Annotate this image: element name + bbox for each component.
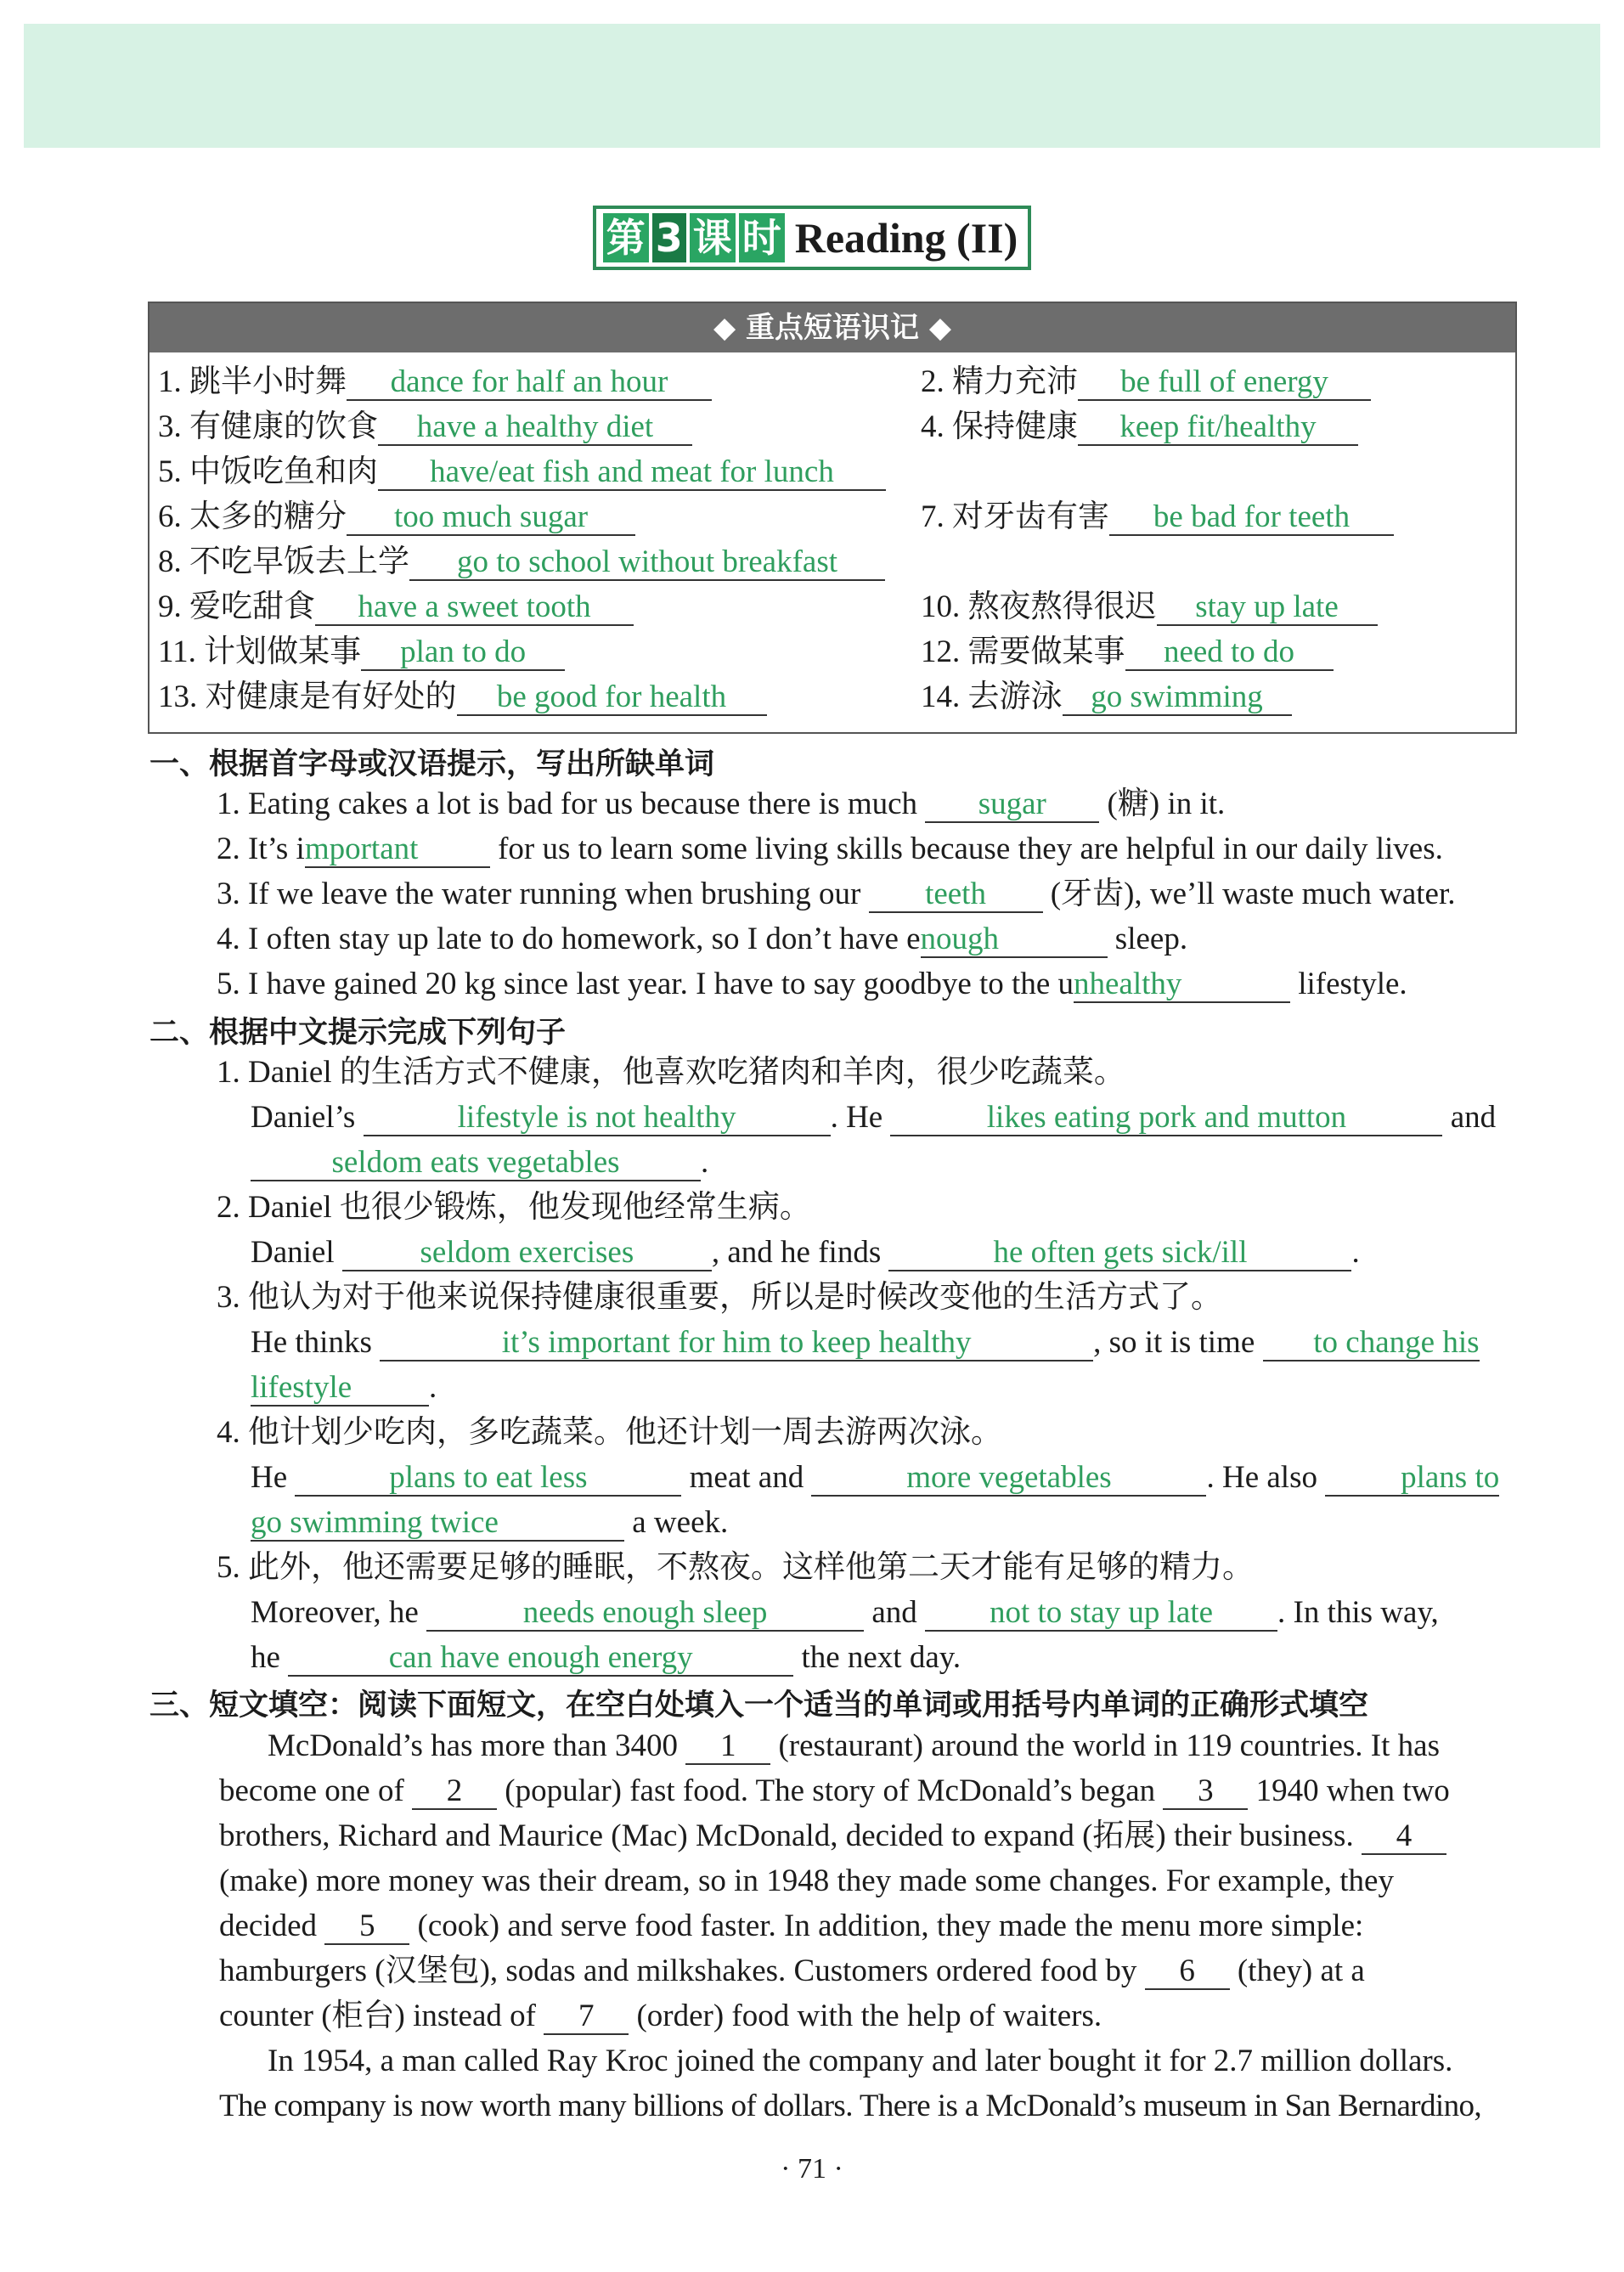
phrase-item: 9. 爱吃甜食 have a sweet tooth: [158, 588, 634, 627]
answer-line: lifestyle .: [251, 1370, 437, 1405]
phrase-item: 4. 保持健康 keep fit/healthy: [921, 408, 1358, 447]
title-char: 时: [739, 213, 785, 262]
blank-number: 5: [324, 1909, 409, 1945]
answer-blank: likes eating pork and mutton: [890, 1101, 1442, 1136]
section-1-heading: 一、根据首字母或汉语提示，写出所缺单词: [149, 747, 715, 781]
answer-blank: lifestyle is not healthy: [364, 1101, 831, 1136]
phrase-item: 2. 精力充沛 be full of energy: [921, 363, 1371, 402]
question-chinese: 5. 此外，他还需要足够的睡眠，不熬夜。这样他第二天才能有足够的精力。: [217, 1550, 1254, 1585]
answer-line: He thinks it’s important for him to keep healthy , so it is time to change his: [251, 1325, 1480, 1360]
phrase-item: 1. 跳半小时舞 dance for half an hour: [158, 363, 712, 402]
answer-blank: go swimming twice: [251, 1506, 624, 1542]
lesson-title: [0, 206, 1624, 270]
answer-blank: plans to eat less: [295, 1461, 681, 1497]
answer-blank: nhealthy: [1074, 967, 1290, 1003]
phrase-item: 7. 对牙齿有害 be bad for teeth: [921, 498, 1394, 537]
question-chinese: 1. Daniel 的生活方式不健康，他喜欢吃猪肉和羊肉，很少吃蔬菜。: [217, 1055, 1125, 1090]
answer-line: seldom eats vegetables .: [251, 1143, 708, 1182]
passage-line: McDonald’s has more than 3400 1 (restaurant) around the world in 119 countries. It has: [268, 1728, 1440, 1763]
question-chinese: 4. 他计划少吃肉，多吃蔬菜。他还计划一周去游两次泳。: [217, 1415, 1002, 1450]
answer-blank: too much sugar: [347, 500, 635, 536]
phrase-item: 5. 中饭吃鱼和肉 have/eat fish and meat for lunch: [158, 453, 886, 492]
answer-line: Daniel seldom exercises , and he finds he often gets sick/ill .: [251, 1235, 1360, 1270]
phrase-item: 3. 有健康的饮食 have a healthy diet: [158, 408, 692, 447]
question-chinese: 2. Daniel 也很少锻炼，他发现他经常生病。: [217, 1190, 811, 1225]
answer-blank: have a sweet tooth: [315, 590, 634, 626]
answer-line: he can have enough energy the next day.: [251, 1640, 961, 1675]
title-char: 课: [690, 213, 736, 262]
answer-blank: plan to do: [361, 635, 565, 671]
answer-blank: have/eat fish and meat for lunch: [378, 455, 886, 491]
passage-line: counter (柜台) instead of 7 (order) food with the help of waiters.: [219, 1999, 1102, 2033]
blank-number: 4: [1362, 1819, 1446, 1855]
exercise-item: 5. I have gained 20 kg since last year. I have to say goodbye to the unhealthy lifestyle.: [217, 967, 1407, 1001]
title-char: 3: [652, 213, 686, 262]
question-chinese: 3. 他认为对于他来说保持健康很重要，所以是时候改变他的生活方式了。: [217, 1280, 1222, 1315]
exercise-item: 3. If we leave the water running when brushing our teeth (牙齿), we’ll waste much water.: [217, 877, 1456, 911]
answer-blank: mportant: [305, 832, 490, 868]
answer-blank: it’s important for him to keep healthy: [380, 1326, 1093, 1362]
blank-number: 1: [685, 1729, 770, 1765]
answer-blank: not to stay up late: [925, 1596, 1277, 1632]
phrase-item: 13. 对健康是有好处的 be good for health: [158, 678, 767, 717]
title-char: 第: [603, 213, 649, 262]
answer-blank: keep fit/healthy: [1078, 410, 1358, 446]
answer-blank: be full of energy: [1078, 365, 1371, 401]
passage-line: hamburgers (汉堡包), sodas and milkshakes. Customers ordered food by 6 (they) at a: [219, 1953, 1365, 1988]
key-phrases-box: [148, 302, 1517, 734]
answer-blank: sugar: [925, 787, 1099, 823]
answer-blank: needs enough sleep: [426, 1596, 864, 1632]
passage-line: (make) more money was their dream, so in 1948 they made some changes. For example, they: [219, 1863, 1394, 1898]
answer-blank: stay up late: [1157, 590, 1378, 626]
exercise-item: 2. It’s important for us to learn some living skills because they are helpful in our daily lives.: [217, 832, 1443, 866]
answer-blank: be good for health: [457, 680, 767, 716]
header-banner: [24, 24, 1600, 148]
answer-blank: plans to: [1325, 1461, 1499, 1497]
answer-blank: need to do: [1125, 635, 1334, 671]
answer-blank: teeth: [869, 877, 1043, 913]
passage-line: decided 5 (cook) and serve food faster. In addition, they made the menu more simple:: [219, 1908, 1364, 1943]
answer-blank: seldom eats vegetables: [251, 1146, 701, 1181]
answer-line: He plans to eat less meat and more vegetables . He also plans to: [251, 1460, 1500, 1495]
phrase-item: 12. 需要做某事 need to do: [921, 633, 1334, 672]
blank-number: 7: [544, 1999, 629, 2035]
key-phrases-heading: ◆ 重点短语识记 ◆: [149, 303, 1515, 352]
answer-blank: dance for half an hour: [347, 365, 712, 401]
blank-number: 3: [1163, 1774, 1248, 1810]
section-2-heading: 二、根据中文提示完成下列句子: [149, 1016, 567, 1050]
answer-blank: go swimming: [1063, 680, 1292, 716]
exercise-item: 1. Eating cakes a lot is bad for us because there is much sugar (糖) in it.: [217, 786, 1226, 821]
exercise-item: 4. I often stay up late to do homework, so I don’t have enough sleep.: [217, 922, 1188, 956]
title-box: [593, 206, 1032, 270]
answer-blank: have a healthy diet: [378, 410, 692, 446]
section-3-heading: 三、短文填空：阅读下面短文，在空白处填入一个适当的单词或用括号内单词的正确形式填空: [149, 1688, 1369, 1722]
title-text: Reading (II): [794, 214, 1018, 262]
answer-line: go swimming twice a week.: [251, 1505, 729, 1540]
answer-blank: to change his: [1263, 1326, 1480, 1362]
answer-line: Moreover, he needs enough sleep and not to stay up late . In this way,: [251, 1595, 1439, 1630]
phrase-item: 8. 不吃早饭去上学 go to school without breakfast: [158, 543, 885, 582]
passage-line: brothers, Richard and Maurice (Mac) McDonald, decided to expand (拓展) their business. 4: [219, 1817, 1446, 1856]
phrase-item: 10. 熬夜熬得很迟 stay up late: [921, 588, 1378, 627]
passage-line: become one of 2 (popular) fast food. The story of McDonald’s began 3 1940 when two: [219, 1773, 1450, 1808]
phrase-item: 6. 太多的糖分 too much sugar: [158, 498, 635, 537]
answer-blank: go to school without breakfast: [409, 545, 885, 581]
answer-blank: can have enough energy: [288, 1641, 793, 1677]
blank-number: 6: [1145, 1954, 1230, 1990]
answer-blank: lifestyle: [251, 1371, 429, 1407]
phrase-item: 11. 计划做某事 plan to do: [158, 633, 565, 672]
passage-line: In 1954, a man called Ray Kroc joined the company and later bought it for 2.7 million dollars.: [268, 2044, 1453, 2078]
answer-line: Daniel’s lifestyle is not healthy . He likes eating pork and mutton and: [251, 1100, 1497, 1135]
answer-blank: be bad for teeth: [1109, 500, 1394, 536]
passage-line: The company is now worth many billions of dollars. There is a McDonald’s museum in San Bernardino,: [219, 2089, 1482, 2123]
answer-blank: nough: [921, 922, 1108, 958]
answer-blank: seldom exercises: [342, 1236, 712, 1271]
answer-blank: he often gets sick/ill: [888, 1236, 1351, 1271]
blank-number: 2: [412, 1774, 497, 1810]
page-number: · 71 ·: [781, 2153, 843, 2185]
phrase-item: 14. 去游泳 go swimming: [921, 678, 1292, 717]
answer-blank: more vegetables: [811, 1461, 1206, 1497]
